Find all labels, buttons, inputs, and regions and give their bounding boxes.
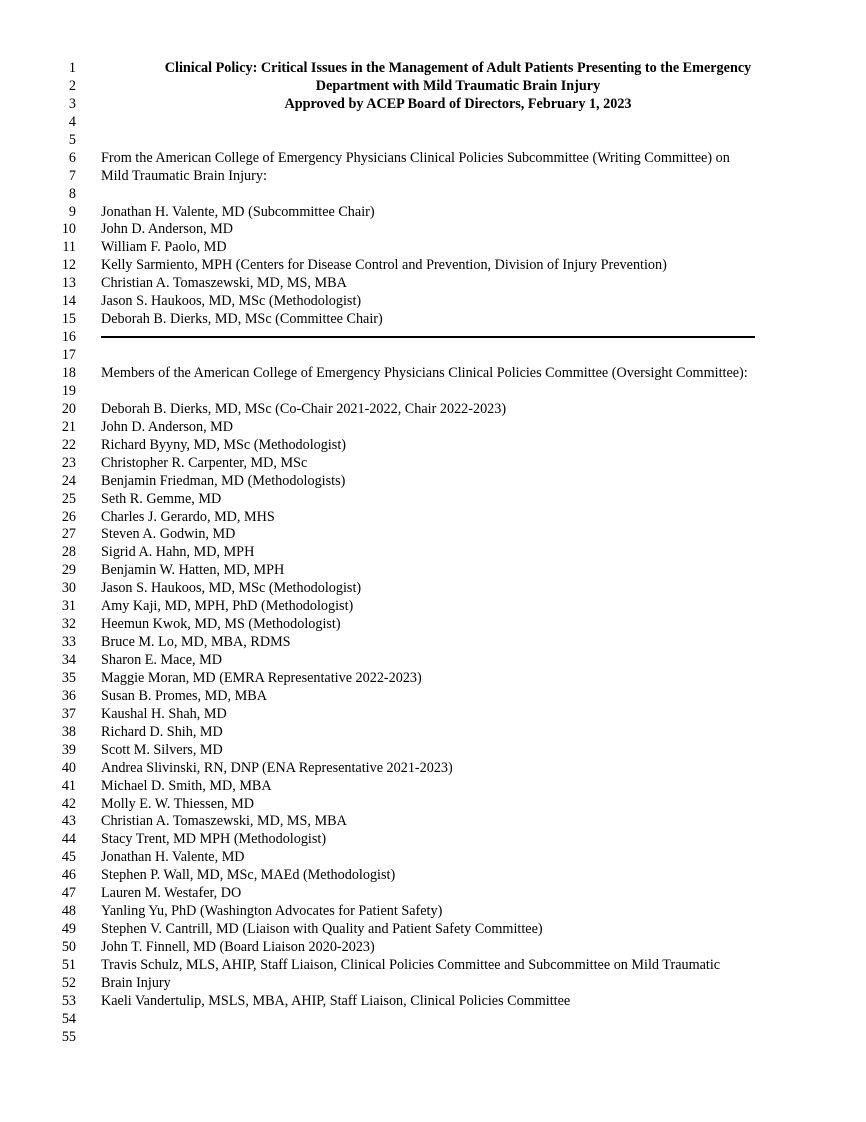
line-number: 4 [68, 113, 76, 130]
document-line [0, 920, 866, 938]
document-line [0, 884, 866, 902]
line-number: 48 [61, 903, 76, 920]
document-line [0, 795, 866, 813]
line-text: Christopher R. Carpenter, MD, MSc [101, 454, 308, 471]
line-number: 40 [61, 759, 76, 776]
line-number: 16 [61, 329, 76, 346]
document-title-line: Clinical Policy: Critical Issues in the Management of Adult Patients Presenting to the Emergency [164, 60, 752, 76]
line-number: 19 [61, 382, 76, 399]
line-number: 26 [61, 508, 76, 525]
document-line [0, 185, 866, 203]
document-line [0, 651, 866, 669]
line-number: 10 [61, 221, 76, 238]
line-number: 52 [61, 974, 76, 991]
line-text: Deborah B. Dierks, MD, MSc (Committee Chair) [101, 311, 383, 328]
line-number: 55 [61, 1028, 76, 1045]
line-number: 27 [61, 526, 76, 543]
document-line [0, 113, 866, 131]
line-number: 37 [61, 705, 76, 722]
document-line [0, 974, 866, 992]
horizontal-rule [101, 336, 755, 338]
line-number: 34 [61, 652, 76, 669]
line-number: 38 [61, 723, 76, 740]
line-text: Mild Traumatic Brain Injury: [101, 167, 267, 184]
document-line [0, 77, 866, 95]
line-text: John T. Finnell, MD (Board Liaison 2020-2023) [101, 939, 375, 956]
line-number: 39 [61, 741, 76, 758]
line-text: Yanling Yu, PhD (Washington Advocates for Patient Safety) [101, 903, 443, 920]
document-line [0, 274, 866, 292]
line-text: Brain Injury [101, 974, 171, 991]
document-line [0, 992, 866, 1010]
line-number: 36 [61, 687, 76, 704]
line-text: Kelly Sarmiento, MPH (Centers for Disease Control and Prevention, Division of Injury Prevention) [101, 257, 667, 274]
line-number: 2 [68, 77, 76, 94]
document-line [0, 525, 866, 543]
document-line [0, 579, 866, 597]
line-number: 20 [61, 400, 76, 417]
line-number: 18 [61, 364, 76, 381]
document-line [0, 723, 866, 741]
line-text: Scott M. Silvers, MD [101, 741, 223, 758]
line-text: Kaeli Vandertulip, MSLS, MBA, AHIP, Staff Liaison, Clinical Policies Committee [101, 992, 571, 1009]
line-text: John D. Anderson, MD [101, 418, 234, 435]
document-line [0, 902, 866, 920]
document-line [0, 472, 866, 490]
line-text: Stephen P. Wall, MD, MSc, MAEd (Methodologist) [101, 867, 396, 884]
line-text: Members of the American College of Emergency Physicians Clinical Policies Committee (Oversight Committee): [101, 364, 748, 381]
line-text: Richard D. Shih, MD [101, 723, 223, 740]
document-line [0, 1028, 866, 1046]
document-line [0, 866, 866, 884]
line-number: 5 [68, 131, 76, 148]
document-line [0, 418, 866, 436]
document-line [0, 956, 866, 974]
document-line [0, 436, 866, 454]
line-number: 21 [61, 418, 76, 435]
line-number: 15 [61, 311, 76, 328]
line-text: Christian A. Tomaszewski, MD, MS, MBA [101, 275, 347, 292]
document-line [0, 346, 866, 364]
line-number: 13 [61, 275, 76, 292]
document-line [0, 364, 866, 382]
line-number: 32 [61, 616, 76, 633]
line-text: Benjamin W. Hatten, MD, MPH [101, 562, 285, 579]
document-line [0, 131, 866, 149]
line-text: Steven A. Godwin, MD [101, 526, 236, 543]
document-line [0, 543, 866, 561]
document-line [0, 830, 866, 848]
line-text: Charles J. Gerardo, MD, MHS [101, 508, 275, 525]
document-line [0, 705, 866, 723]
line-number: 6 [68, 149, 76, 166]
line-number: 45 [61, 849, 76, 866]
line-number: 3 [68, 95, 76, 112]
document-line [0, 812, 866, 830]
line-number: 53 [61, 992, 76, 1009]
document-line [0, 220, 866, 238]
document-line [0, 400, 866, 418]
line-text: Benjamin Friedman, MD (Methodologists) [101, 472, 346, 489]
document-line [0, 508, 866, 526]
line-number: 17 [61, 347, 76, 364]
line-text: Bruce M. Lo, MD, MBA, RDMS [101, 634, 291, 651]
line-text: Christian A. Tomaszewski, MD, MS, MBA [101, 813, 347, 830]
line-number: 8 [68, 185, 76, 202]
line-text: Sigrid A. Hahn, MD, MPH [101, 544, 255, 561]
line-text: Jonathan H. Valente, MD (Subcommittee Chair) [101, 203, 375, 220]
line-text: Michael D. Smith, MD, MBA [101, 777, 272, 794]
line-number: 7 [68, 167, 76, 184]
document-line [0, 490, 866, 508]
document-line [0, 1010, 866, 1028]
line-number: 31 [61, 598, 76, 615]
line-text: Sharon E. Mace, MD [101, 652, 222, 669]
line-number: 24 [61, 472, 76, 489]
document-line [0, 292, 866, 310]
line-number: 22 [61, 436, 76, 453]
document-line [0, 615, 866, 633]
document-line [0, 382, 866, 400]
line-text: Andrea Slivinski, RN, DNP (ENA Representative 2021-2023) [101, 759, 453, 776]
line-text: Stacy Trent, MD MPH (Methodologist) [101, 831, 327, 848]
line-text: Travis Schulz, MLS, AHIP, Staff Liaison, Clinical Policies Committee and Subcommittee on Mild Traumatic [101, 957, 721, 973]
line-text: Lauren M. Westafer, DO [101, 885, 242, 902]
document-line [0, 59, 866, 77]
line-number: 29 [61, 562, 76, 579]
line-text: William F. Paolo, MD [101, 239, 227, 256]
document-line [0, 848, 866, 866]
line-text: From the American College of Emergency Physicians Clinical Policies Subcommittee (Writing Committee) on [101, 149, 730, 166]
line-number: 46 [61, 867, 76, 884]
line-number: 9 [68, 203, 76, 220]
line-number: 23 [61, 454, 76, 471]
line-text: Seth R. Gemme, MD [101, 490, 222, 507]
line-number: 47 [61, 885, 76, 902]
document-line [0, 633, 866, 651]
document-line [0, 938, 866, 956]
line-text: Deborah B. Dierks, MD, MSc (Co-Chair 2021-2022, Chair 2022-2023) [101, 400, 507, 417]
line-text: Stephen V. Cantrill, MD (Liaison with Quality and Patient Safety Committee) [101, 921, 543, 938]
document-line [0, 203, 866, 221]
line-text: John D. Anderson, MD [101, 221, 234, 238]
document-line [0, 238, 866, 256]
line-number: 42 [61, 795, 76, 812]
document-line [0, 687, 866, 705]
line-number: 1 [68, 60, 76, 76]
line-number: 35 [61, 669, 76, 686]
document-line [0, 561, 866, 579]
line-number: 51 [61, 957, 76, 973]
line-text: Maggie Moran, MD (EMRA Representative 2022-2023) [101, 669, 422, 686]
line-number: 25 [61, 490, 76, 507]
document-title-line: Department with Mild Traumatic Brain Injury [315, 77, 601, 94]
line-text: Amy Kaji, MD, MPH, PhD (Methodologist) [101, 598, 354, 615]
document-line [0, 149, 866, 167]
line-number: 54 [61, 1010, 76, 1027]
document-line [0, 454, 866, 472]
line-number: 28 [61, 544, 76, 561]
line-number: 11 [62, 239, 76, 256]
document-line [0, 310, 866, 328]
line-number: 49 [61, 921, 76, 938]
document-line [0, 256, 866, 274]
line-text: Molly E. W. Thiessen, MD [101, 795, 255, 812]
line-number: 33 [61, 634, 76, 651]
document-line [0, 759, 866, 777]
document-line [0, 777, 866, 795]
line-text: Jason S. Haukoos, MD, MSc (Methodologist) [101, 580, 362, 597]
line-number: 14 [61, 293, 76, 310]
line-text: Jonathan H. Valente, MD [101, 849, 245, 866]
line-text: Richard Byyny, MD, MSc (Methodologist) [101, 436, 346, 453]
line-number: 41 [61, 777, 76, 794]
line-number: 44 [61, 831, 76, 848]
document-line [0, 669, 866, 687]
line-number: 12 [61, 257, 76, 274]
line-text: Heemun Kwok, MD, MS (Methodologist) [101, 616, 341, 633]
line-number: 50 [61, 939, 76, 956]
line-number: 30 [61, 580, 76, 597]
line-text: Jason S. Haukoos, MD, MSc (Methodologist) [101, 293, 362, 310]
document-line [0, 328, 866, 346]
line-text: Susan B. Promes, MD, MBA [101, 687, 267, 704]
line-number: 43 [61, 813, 76, 830]
document-title-line: Approved by ACEP Board of Directors, February 1, 2023 [284, 95, 632, 112]
line-text: Kaushal H. Shah, MD [101, 705, 227, 722]
document-line [0, 167, 866, 185]
document-line [0, 597, 866, 615]
document-line [0, 95, 866, 113]
document-line [0, 741, 866, 759]
